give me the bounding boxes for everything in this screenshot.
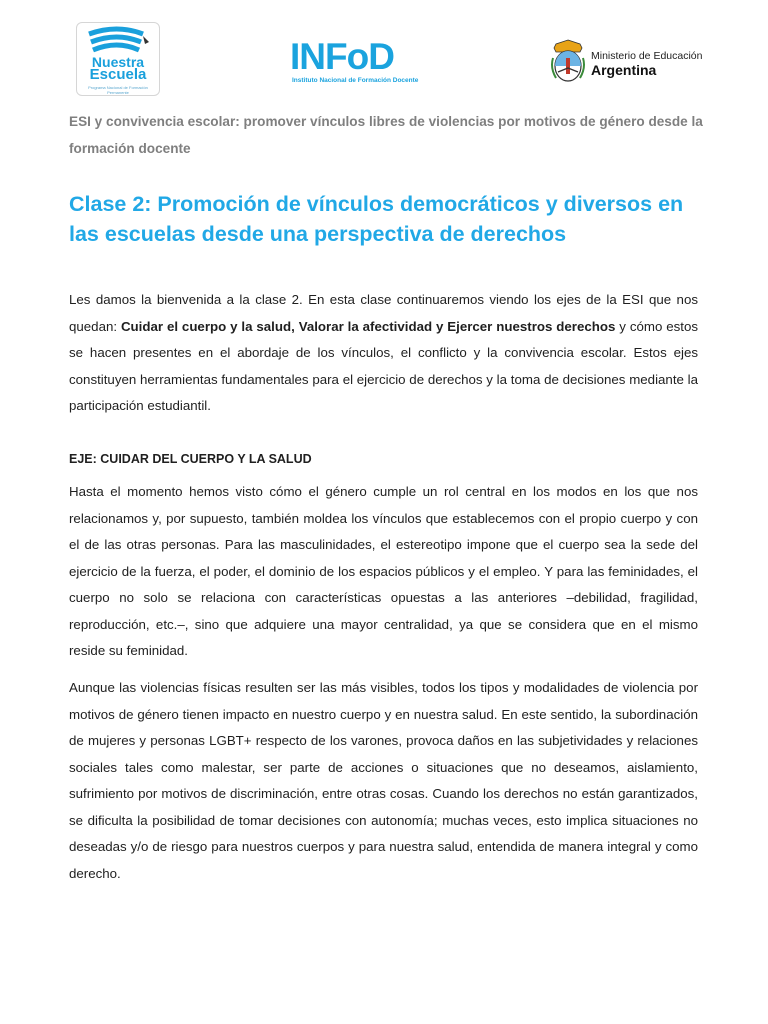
logo-ne-sub: Programa Nacional de Formación Permanente xyxy=(88,85,148,95)
ministerio-line1: Ministerio de Educación xyxy=(591,50,703,62)
ministerio-logo xyxy=(550,38,710,86)
paragraph-2: Hasta el momento hemos visto cómo el género cumple un rol central en los modos en los que nos relacionamos y, por supuesto, también moldea los vínculos que establecemos con el propio cuerpo y con el de las otras personas. Para las masculinidades, el estereotipo impone que el cuerpo sea la sede del ejercicio de la fuerza, el poder, el dominio de los espacios públicos y el empleo. Y para las feminidades, el cuerpo no solo se relaciona con características opuestas a las anteriores –debilidad, fragilidad, reproducción, etc.–, sino que adquiere una mayor centralidad, ya que se considera que en el mismo reside su feminidad. xyxy=(69,484,698,658)
infod-logo xyxy=(290,38,420,88)
intro-bold-axes: Cuidar el cuerpo y la salud, Valorar la afectividad y Ejercer nuestros derechos xyxy=(120,318,616,334)
infod-logo-title: INFoD xyxy=(290,36,394,77)
nuestra-escuela-logo xyxy=(76,22,160,96)
logo-ne-line1: Nuestra xyxy=(91,54,145,70)
ministerio-line2: Argentina xyxy=(591,62,657,78)
intro-text-part2: y cómo estos se hacen presentes en el abordaje de los vínculos, el conflicto y la convivencia escolar. Estos ejes constituyen herramientas fundamentales para el ejercicio de derechos y la toma de decisiones mediante la participación estudiantil. xyxy=(69,318,698,413)
intro-text-part1: Les damos la bienvenida a la clase 2. En esta clase continuaremos viendo los ejes de la ESI que nos quedan: xyxy=(69,292,698,334)
intro-paragraph xyxy=(69,287,698,420)
paragraph-3: Aunque las violencias físicas resulten ser las más visibles, todos los tipos y modalidades de violencia por motivos de género tienen impacto en nuestro cuerpo y en nuestra salud. En este sentido, la subordinación de mujeres y personas LGBT+ respecto de los varones, provoca daños en las subjetividades y relaciones sociales tales como malestar, ser parte de acciones o situaciones que no deseamos, aislamiento, sufrimiento por motivos de discriminación, entre otras cosas. Cuando los derechos no están garantizados, se dificulta la posibilidad de tomar decisiones con autonomía; muchas veces, esto implica situaciones no deseadas y/o de riesgo para nuestros cuerpos y para nuestra salud, entendida de manera integral y como derecho. xyxy=(69,680,698,881)
section-heading: EJE: CUIDAR DEL CUERPO Y LA SALUD xyxy=(69,452,312,466)
logo-ne-line2: Escuela xyxy=(89,66,147,83)
page-header xyxy=(0,0,768,100)
class-title: Clase 2: Promoción de vínculos democráticos y diversos en las escuelas desde una perspectiva de derechos xyxy=(69,192,684,246)
infod-logo-sub: Instituto Nacional de Formación Docente xyxy=(292,77,419,84)
flag-stripes-icon xyxy=(85,26,151,56)
coat-of-arms-icon xyxy=(550,38,586,84)
course-subtitle: ESI y convivencia escolar: promover vínculos libres de violencias por motivos de género desde la formación docente xyxy=(69,114,703,156)
